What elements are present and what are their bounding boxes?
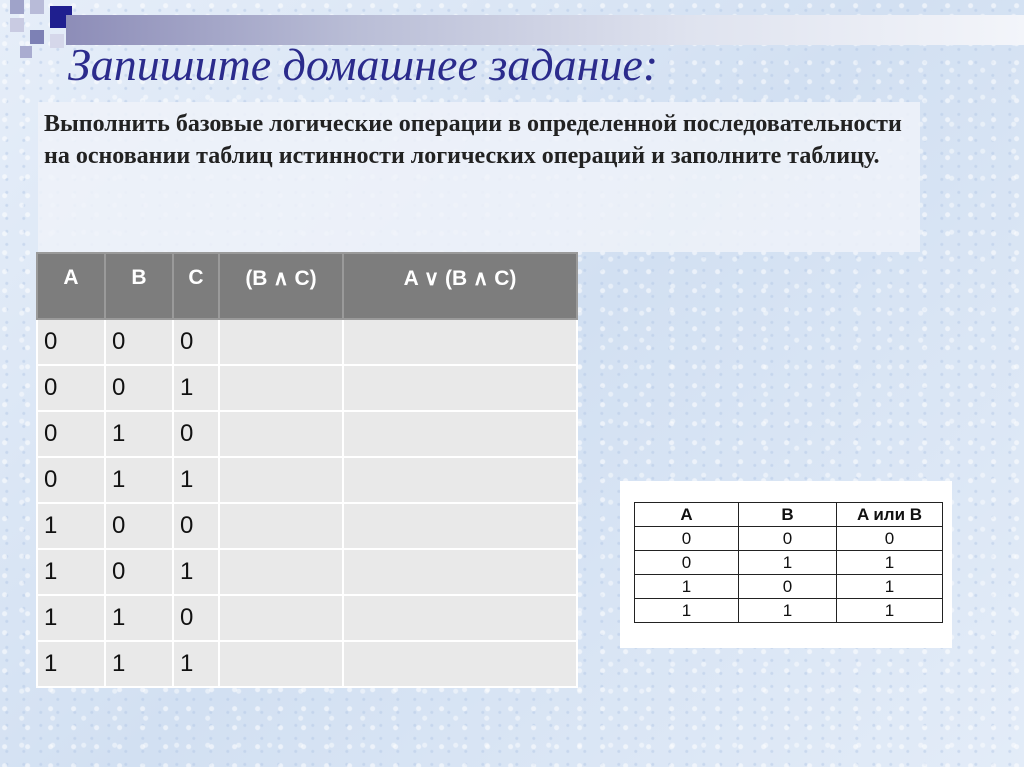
ref-header-a-or-b: A или B	[837, 503, 943, 527]
decor-square	[50, 34, 64, 48]
ref-header-a: A	[635, 503, 739, 527]
header-c: C	[173, 253, 219, 319]
cell: 0	[105, 549, 173, 595]
decor-square	[10, 18, 24, 32]
cell: 1	[105, 457, 173, 503]
header-a: A	[37, 253, 105, 319]
empty-cell	[219, 641, 343, 687]
empty-cell	[219, 549, 343, 595]
empty-cell	[343, 503, 577, 549]
or-truth-table	[634, 502, 943, 623]
table-row	[37, 319, 577, 365]
ref-cell: 1	[739, 599, 837, 623]
cell: 0	[173, 503, 219, 549]
cell: 0	[37, 319, 105, 365]
header-a-or-b-and-c: A ∨ (B ∧ C)	[343, 253, 577, 319]
table-row	[37, 365, 577, 411]
empty-cell	[343, 457, 577, 503]
slide-title: Запишите домашнее задание:	[68, 39, 659, 90]
decor-square	[30, 0, 44, 14]
cell: 0	[37, 457, 105, 503]
empty-cell	[219, 365, 343, 411]
header-b: B	[105, 253, 173, 319]
cell: 0	[37, 365, 105, 411]
cell: 1	[173, 549, 219, 595]
cell: 1	[173, 365, 219, 411]
ref-cell: 0	[739, 527, 837, 551]
table-row	[37, 549, 577, 595]
empty-cell	[219, 319, 343, 365]
ref-cell: 1	[635, 599, 739, 623]
ref-cell: 1	[635, 575, 739, 599]
empty-cell	[343, 365, 577, 411]
table-row	[37, 457, 577, 503]
table-row	[37, 595, 577, 641]
cell: 0	[173, 411, 219, 457]
ref-cell: 1	[837, 575, 943, 599]
task-text: Выполнить базовые логические операции в определенной последовательности на основании таблиц истинности логических операций и заполните таблицу.	[44, 111, 902, 169]
cell: 1	[105, 641, 173, 687]
ref-cell: 0	[837, 527, 943, 551]
cell: 0	[173, 595, 219, 641]
empty-cell	[343, 319, 577, 365]
empty-cell	[219, 411, 343, 457]
table-row	[37, 503, 577, 549]
cell: 1	[37, 503, 105, 549]
empty-cell	[219, 457, 343, 503]
cell: 0	[173, 319, 219, 365]
cell: 1	[173, 641, 219, 687]
ref-cell: 1	[837, 551, 943, 575]
cell: 1	[37, 641, 105, 687]
ref-row	[635, 527, 943, 551]
cell: 0	[105, 319, 173, 365]
cell: 1	[37, 549, 105, 595]
ref-row	[635, 599, 943, 623]
table-row	[37, 411, 577, 457]
header-b-and-c: (B ∧ C)	[219, 253, 343, 319]
ref-row	[635, 551, 943, 575]
ref-cell: 1	[739, 551, 837, 575]
ref-row	[635, 575, 943, 599]
ref-cell: 0	[635, 551, 739, 575]
table-row	[37, 641, 577, 687]
empty-cell	[343, 411, 577, 457]
ref-cell: 1	[837, 599, 943, 623]
ref-cell: 0	[635, 527, 739, 551]
ref-cell: 0	[739, 575, 837, 599]
empty-cell	[343, 595, 577, 641]
cell: 0	[105, 365, 173, 411]
empty-cell	[219, 595, 343, 641]
ref-header-b: B	[739, 503, 837, 527]
cell: 1	[173, 457, 219, 503]
cell: 1	[37, 595, 105, 641]
cell: 1	[105, 411, 173, 457]
cell: 0	[37, 411, 105, 457]
empty-cell	[343, 641, 577, 687]
empty-cell	[219, 503, 343, 549]
cell: 0	[105, 503, 173, 549]
cell: 1	[105, 595, 173, 641]
empty-cell	[343, 549, 577, 595]
table-header-row	[37, 253, 577, 319]
truth-table-to-fill	[36, 252, 578, 688]
decor-square	[30, 30, 44, 44]
decor-square	[20, 46, 32, 58]
ref-header-row	[635, 503, 943, 527]
decor-square	[10, 0, 24, 14]
